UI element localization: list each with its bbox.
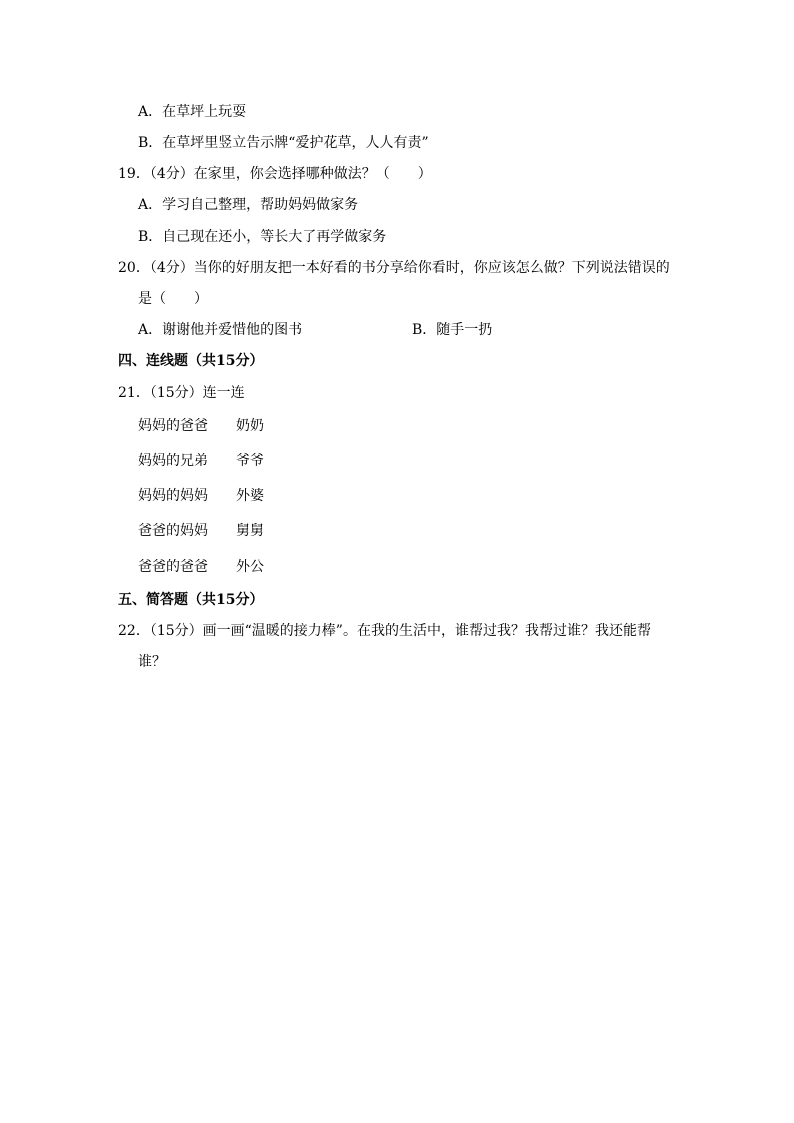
- q20-stem-line2: 是（ ）: [138, 291, 208, 307]
- q21-left-item: 妈妈的兄弟: [138, 453, 208, 469]
- q19-option-b: B．自己现在还小，等长大了再学做家务: [138, 229, 387, 245]
- q21-stem: 21．（15分）连一连: [118, 385, 245, 401]
- q21-left-item: 爸爸的妈妈: [138, 523, 208, 539]
- q19-stem: 19．（4分）在家里，你会选择哪种做法？（ ）: [118, 166, 432, 182]
- section4-heading: 四、连线题（共15分）: [118, 353, 264, 369]
- q21-right-item: 爷爷: [236, 453, 264, 469]
- q22-stem-line1: 22．（15分）画一画“温暖的接力棒”。在我的生活中，谁帮过我？我帮过谁？我还能帮: [118, 623, 651, 639]
- q21-right-item: 外公: [236, 559, 264, 575]
- section5-heading: 五、简答题（共15分）: [118, 592, 264, 608]
- q21-right-item: 奶奶: [236, 418, 264, 434]
- q20-option-b: B．随手一扔: [412, 322, 493, 338]
- q22-stem-line2: 谁？: [138, 654, 166, 670]
- q20-stem-line1: 20．（4分）当你的好朋友把一本好看的书分享给你看时，你应该怎么做？下列说法错误的: [118, 260, 670, 276]
- q20-option-a: A．谢谢他并爱惜他的图书: [138, 322, 303, 338]
- q18-option-b: B．在草坪里竖立告示牌“爱护花草，人人有责”: [138, 135, 429, 151]
- q21-left-item: 妈妈的爸爸: [138, 418, 208, 434]
- q19-option-a: A．学习自己整理，帮助妈妈做家务: [138, 197, 359, 213]
- q21-right-item: 外婆: [236, 488, 264, 504]
- q21-right-item: 舅舅: [236, 523, 264, 539]
- q18-option-a: A．在草坪上玩耍: [138, 104, 247, 120]
- q21-left-item: 爸爸的爸爸: [138, 559, 208, 575]
- q21-left-item: 妈妈的妈妈: [138, 488, 208, 504]
